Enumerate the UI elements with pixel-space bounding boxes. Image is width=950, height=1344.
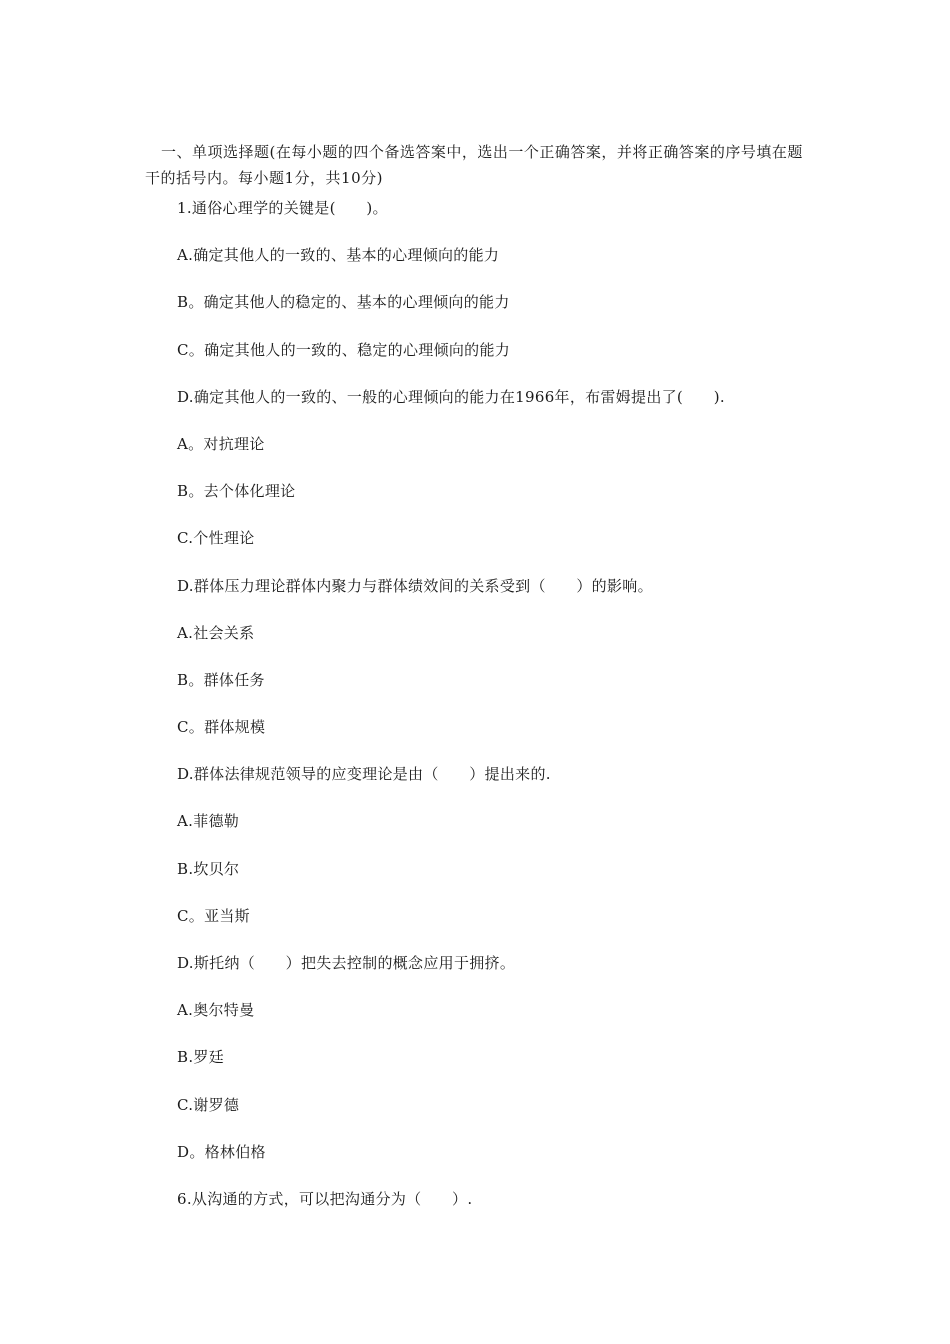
answer-option: A.奥尔特曼 xyxy=(177,1001,255,1020)
answer-option: C。群体规模 xyxy=(177,718,266,737)
answer-option: B.罗廷 xyxy=(177,1048,224,1067)
answer-option: B。确定其他人的稳定的、基本的心理倾向的能力 xyxy=(177,293,510,312)
question-stem: 1.通俗心理学的关键是( )。 xyxy=(177,199,388,217)
question-list xyxy=(177,195,837,1233)
answer-option: C.个性理论 xyxy=(177,529,255,548)
answer-option: B.坎贝尔 xyxy=(177,859,240,878)
answer-option: A。对抗理论 xyxy=(177,434,265,453)
answer-option: A.菲德勒 xyxy=(177,812,240,831)
answer-option: D.群体压力理论群体内聚力与群体绩效间的关系受到（ ）的影响。 xyxy=(177,576,653,595)
answer-option: C。亚当斯 xyxy=(177,906,250,925)
answer-option: D.确定其他人的一致的、一般的心理倾向的能力在1966年，布雷姆提出了( ). xyxy=(177,387,725,406)
answer-option: B。去个体化理论 xyxy=(177,482,296,501)
answer-option: A.社会关系 xyxy=(177,623,255,642)
answer-option: B。群体任务 xyxy=(177,670,265,689)
answer-option: A.确定其他人的一致的、基本的心理倾向的能力 xyxy=(177,246,500,265)
answer-option: D.群体法律规范领导的应变理论是由（ ）提出来的. xyxy=(177,765,551,784)
section-instructions: 一、单项选择题(在每小题的四个备选答案中，选出一个正确答案，并将正确答案的序号填在题干的括号内。每小题1分，共10分) xyxy=(145,143,803,187)
answer-option: C。确定其他人的一致的、稳定的心理倾向的能力 xyxy=(177,340,511,359)
answer-option: D。格林伯格 xyxy=(177,1142,266,1161)
question-stem: 6.从沟通的方式，可以把沟通分为（ ）. xyxy=(177,1189,473,1208)
answer-option: D.斯托纳（ ）把失去控制的概念应用于拥挤。 xyxy=(177,954,516,972)
answer-option: C.谢罗德 xyxy=(177,1095,240,1114)
